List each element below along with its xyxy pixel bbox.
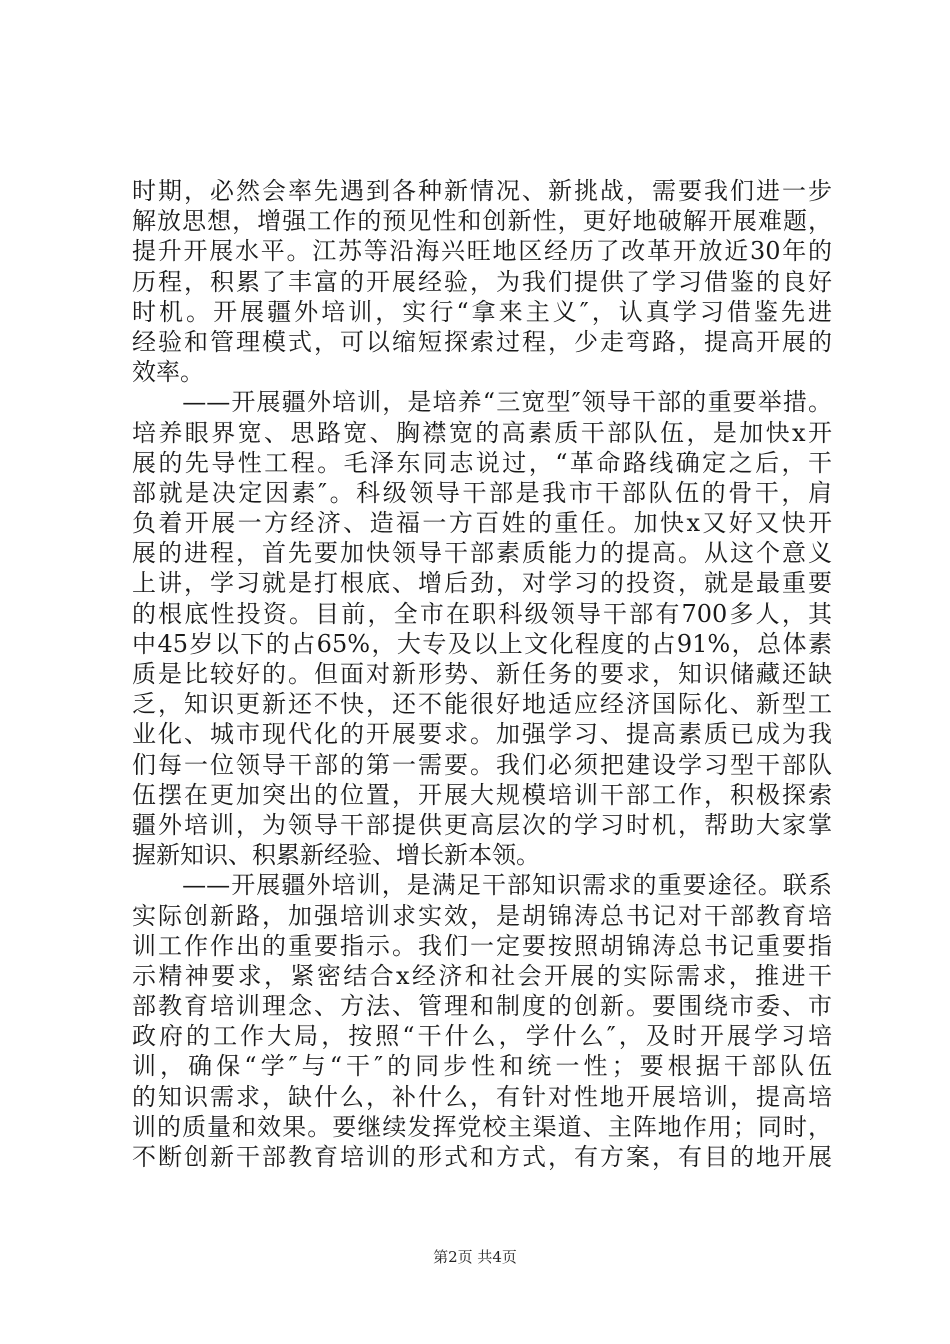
text-line: 时期，必然会率先遇到各种新情况、新挑战，需要我们进一步	[132, 177, 832, 205]
text-line: 政府的工作大局，按照“干什么，学什么″，及时开展学习培	[132, 1022, 832, 1051]
text-line: 负着开展一方经济、造福一方百姓的重任。加快x又好又快开	[132, 509, 832, 538]
text-line: 提升开展水平。江苏等沿海兴旺地区经历了改革开放近30年的	[132, 237, 832, 266]
text-line: 实际创新路，加强培训求实效，是胡锦涛总书记对干部教育培	[132, 901, 832, 930]
text-line: ——开展疆外培训，是满足干部知识需求的重要途径。联系	[132, 871, 832, 900]
text-line: 的根底性投资。目前，全市在职科级领导干部有700多人，其	[132, 599, 832, 628]
text-line: 上讲，学习就是打根底、增后劲，对学习的投资，就是最重要	[132, 569, 832, 598]
text-line: 业化、城市现代化的开展要求。加强学习、提高素质已成为我	[132, 720, 832, 749]
text-line: 不断创新干部教育培训的形式和方式，有方案，有目的地开展	[132, 1143, 832, 1171]
page-footer: 第2页 共4页	[433, 1248, 517, 1266]
text-line: 训，确保“学″与“干″的同步性和统一性；要根据干部队伍	[132, 1052, 832, 1081]
text-line: 展的先导性工程。毛泽东同志说过，“革命路线确定之后，干	[132, 448, 832, 477]
text-line: 乏，知识更新还不快，还不能很好地适应经济国际化、新型工	[132, 690, 832, 719]
text-line: 历程，积累了丰富的开展经验，为我们提供了学习借鉴的良好	[132, 267, 832, 296]
text-line: 握新知识、积累新经验、增长新本领。	[132, 841, 540, 870]
text-line: 展的进程，首先要加快领导干部素质能力的提高。从这个意义	[132, 539, 832, 568]
text-line: 训的质量和效果。要继续发挥党校主渠道、主阵地作用；同时，	[132, 1112, 832, 1141]
text-line: 训工作作出的重要指示。我们一定要按照胡锦涛总书记重要指	[132, 931, 832, 960]
text-line: 时机。开展疆外培训，实行“拿来主义″，认真学习借鉴先进	[132, 297, 832, 326]
text-line: 部教育培训理念、方法、管理和制度的创新。要围绕市委、市	[132, 992, 832, 1021]
text-line: 质是比较好的。但面对新形势、新任务的要求，知识储藏还缺	[132, 660, 832, 688]
text-line: 效率。	[132, 358, 204, 387]
text-line: 示精神要求，紧密结合x经济和社会开展的实际需求，推进干	[132, 961, 832, 990]
text-line: 中45岁以下的占65%，大专及以上文化程度的占91%，总体素	[132, 629, 832, 658]
text-line: 伍摆在更加突出的位置，开展大规模培训干部工作，积极探索	[132, 780, 832, 809]
text-line: 经验和管理模式，可以缩短探索过程，少走弯路，提高开展的	[132, 327, 832, 356]
text-line: 解放思想，增强工作的预见性和创新性，更好地破解开展难题，	[132, 207, 832, 236]
text-line: 培养眼界宽、思路宽、胸襟宽的高素质干部队伍，是加快x开	[132, 418, 832, 447]
text-line: 们每一位领导干部的第一需要。我们必须把建设学习型干部队	[132, 750, 832, 779]
text-line: 的知识需求，缺什么，补什么，有针对性地开展培训，提高培	[132, 1082, 832, 1111]
text-line: 疆外培训，为领导干部提供更高层次的学习时机，帮助大家掌	[132, 810, 832, 839]
document-body	[132, 176, 832, 1172]
text-line: ——开展疆外培训，是培养“三宽型″领导干部的重要举措。	[132, 388, 832, 417]
text-line: 部就是决定因素″。科级领导干部是我市干部队伍的骨干，肩	[132, 478, 832, 507]
